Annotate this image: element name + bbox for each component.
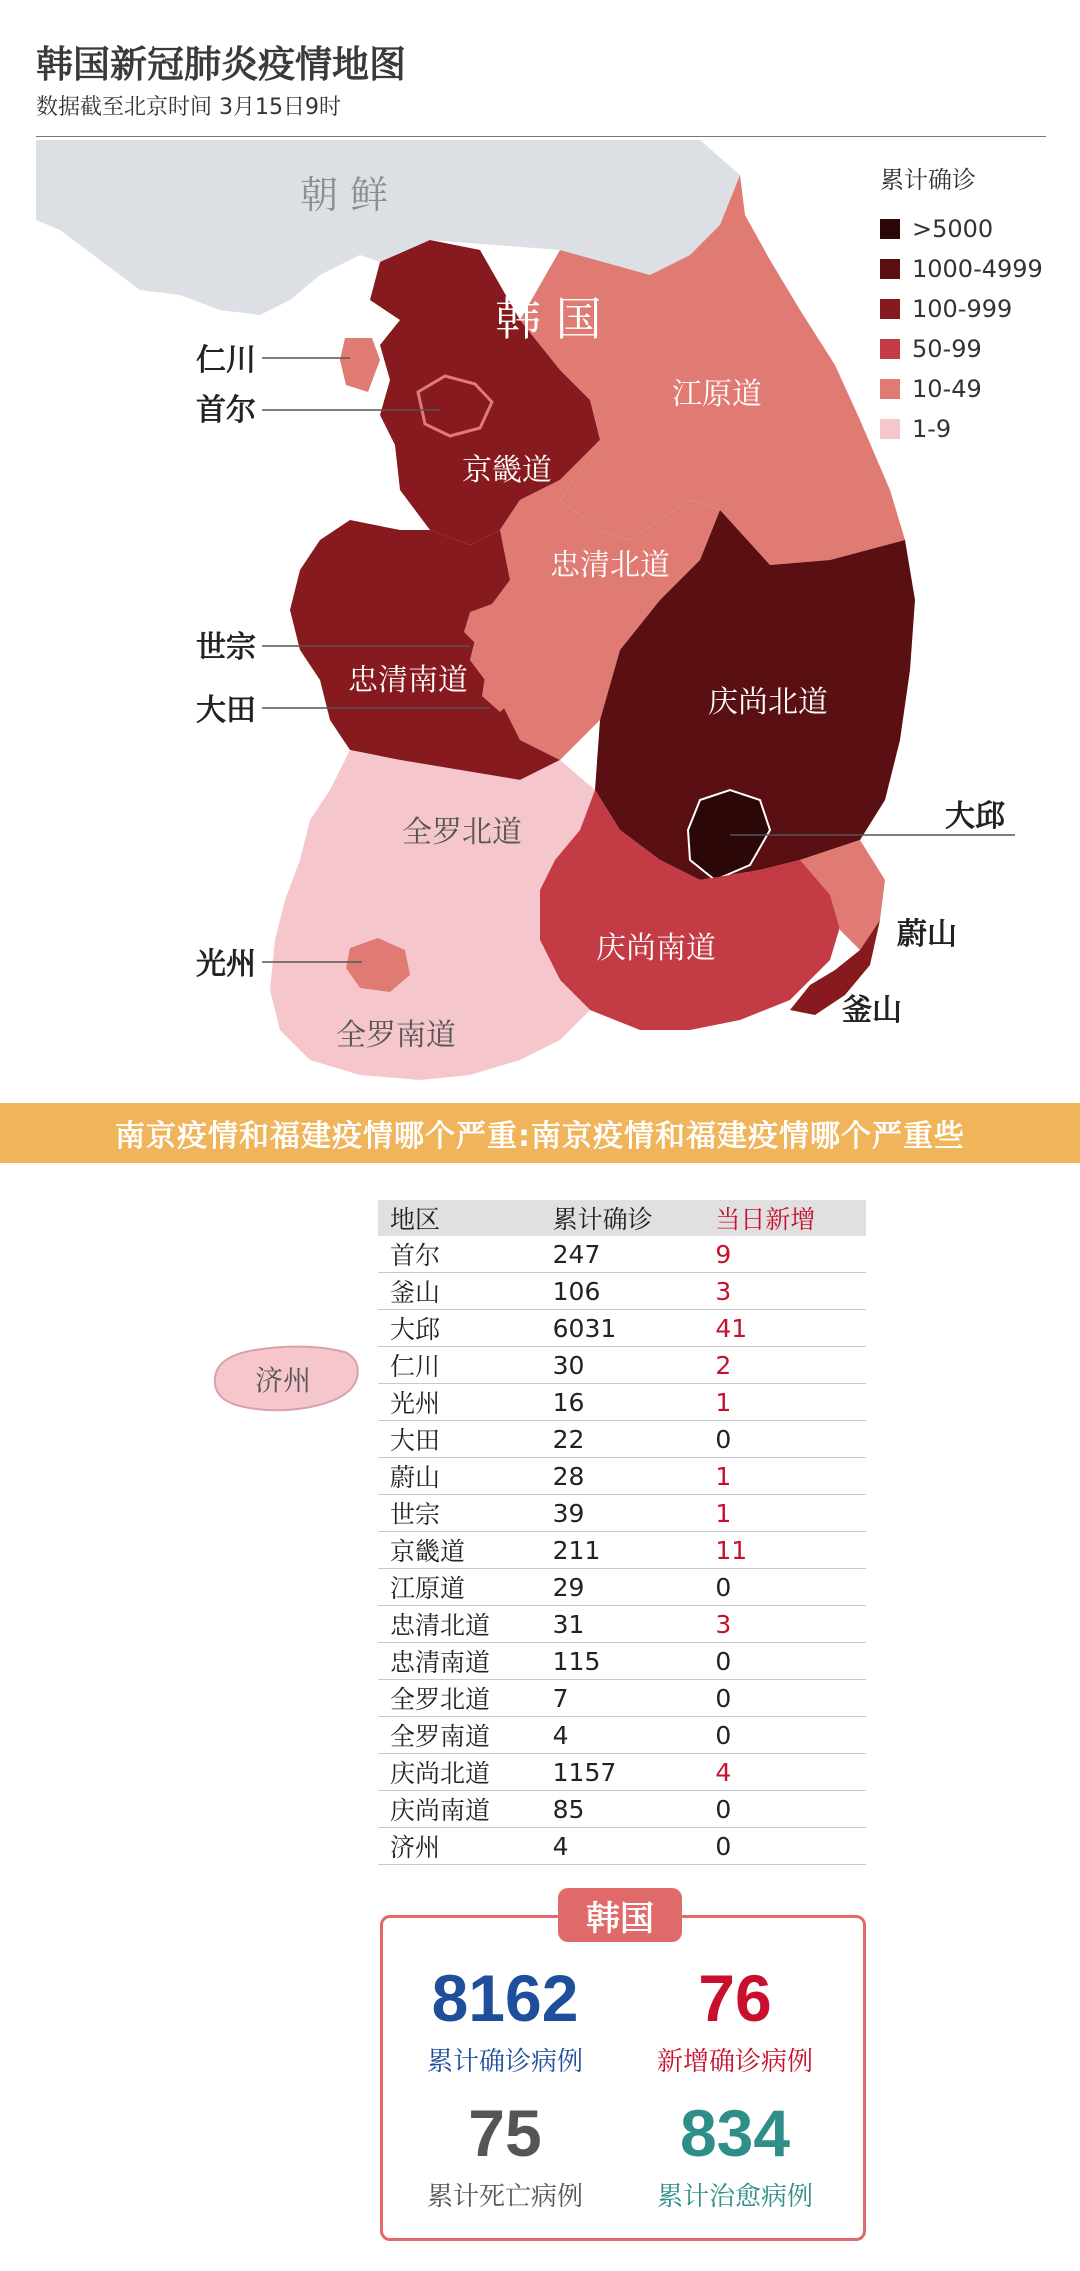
legend-swatch [880, 299, 900, 319]
region-cell: 忠清南道 [378, 1643, 541, 1680]
new-cell: 1 [703, 1495, 866, 1532]
col-region-header: 地区 [378, 1200, 541, 1236]
region-cell: 世宗 [378, 1495, 541, 1532]
region-cell: 济州 [378, 1828, 541, 1865]
new-label: 新增确诊病例 [656, 2047, 813, 2077]
busan-label: 釜山 [842, 993, 902, 1028]
gyeongbuk-label: 庆尚北道 [708, 685, 828, 720]
table-row [378, 1310, 866, 1347]
total-cell: 22 [541, 1421, 704, 1458]
new-cell: 0 [703, 1421, 866, 1458]
total-cell: 106 [541, 1273, 704, 1310]
map-legend [880, 160, 1043, 449]
new-cell: 0 [703, 1717, 866, 1754]
legend-item [880, 209, 1043, 249]
table-row [378, 1717, 866, 1754]
recovered-value: 834 [679, 2096, 791, 2170]
gyeonggi-label: 京畿道 [462, 453, 552, 488]
new-cell: 11 [703, 1532, 866, 1569]
confirmed-label: 累计确诊病例 [426, 2047, 583, 2077]
new-cell: 3 [703, 1273, 866, 1310]
table-row [378, 1828, 866, 1865]
region-cell: 庆尚北道 [378, 1754, 541, 1791]
region-cell: 光州 [378, 1384, 541, 1421]
new-cell: 1 [703, 1384, 866, 1421]
legend-label: 1000-4999 [912, 255, 1043, 283]
legend-item [880, 249, 1043, 289]
total-cell: 4 [541, 1828, 704, 1865]
legend-swatch [880, 379, 900, 399]
table-header-row [378, 1200, 866, 1236]
jeju-map [205, 1338, 365, 1418]
daejeon-label: 大田 [196, 693, 256, 728]
table-row [378, 1458, 866, 1495]
incheon-region[interactable] [340, 338, 380, 392]
deaths-label: 累计死亡病例 [426, 2182, 583, 2212]
total-cell: 4 [541, 1717, 704, 1754]
legend-label: >5000 [912, 215, 994, 243]
sejong-label: 世宗 [196, 630, 256, 665]
legend-label: 100-999 [912, 295, 1013, 323]
region-cell: 忠清北道 [378, 1606, 541, 1643]
new-cell: 1 [703, 1458, 866, 1495]
table-row [378, 1273, 866, 1310]
legend-swatch [880, 219, 900, 239]
recovered-stat [615, 2096, 855, 2213]
total-cell: 115 [541, 1643, 704, 1680]
legend-title: 累计确诊 [880, 166, 976, 194]
total-cell: 30 [541, 1347, 704, 1384]
total-cell: 39 [541, 1495, 704, 1532]
col-total-header: 累计确诊 [541, 1200, 704, 1236]
chungnam-label: 忠清南道 [348, 663, 468, 698]
new-cell: 4 [703, 1754, 866, 1791]
gyeongnam-label: 庆尚南道 [596, 931, 716, 966]
total-cell: 28 [541, 1458, 704, 1495]
total-cell: 31 [541, 1606, 704, 1643]
new-stat [615, 1961, 855, 2078]
region-cell: 江原道 [378, 1569, 541, 1606]
table-row [378, 1236, 866, 1273]
confirmed-stat [385, 1961, 625, 2078]
new-cell: 0 [703, 1643, 866, 1680]
table-row [378, 1495, 866, 1532]
summary-tag: 韩国 [558, 1888, 682, 1942]
legend-label: 10-49 [912, 375, 982, 403]
north-korea-label: 朝 鲜 [300, 173, 389, 217]
country-label: 韩 国 [495, 292, 602, 346]
total-cell: 211 [541, 1532, 704, 1569]
recovered-label: 累计治愈病例 [656, 2182, 813, 2212]
new-cell: 0 [703, 1791, 866, 1828]
legend-swatch [880, 419, 900, 439]
gwangju-label: 光州 [196, 947, 256, 982]
region-cell: 京畿道 [378, 1532, 541, 1569]
total-cell: 85 [541, 1791, 704, 1828]
total-cell: 7 [541, 1680, 704, 1717]
table-row [378, 1791, 866, 1828]
jeonnam-label: 全罗南道 [336, 1018, 456, 1053]
daegu-label: 大邱 [945, 799, 1005, 834]
new-cell: 3 [703, 1606, 866, 1643]
region-cell: 蔚山 [378, 1458, 541, 1495]
new-cell: 0 [703, 1828, 866, 1865]
legend-swatch [880, 259, 900, 279]
new-cell: 0 [703, 1569, 866, 1606]
seoul-label: 首尔 [196, 393, 256, 428]
deaths-value: 75 [468, 2096, 542, 2170]
region-cell: 全罗北道 [378, 1680, 541, 1717]
cases-table [378, 1200, 866, 1865]
col-new-header: 当日新增 [703, 1200, 866, 1236]
gangwon-label: 江原道 [672, 377, 762, 412]
new-cell: 41 [703, 1310, 866, 1347]
legend-label: 50-99 [912, 335, 982, 363]
legend-label: 1-9 [912, 415, 952, 443]
banner-text: 南京疫情和福建疫情哪个严重:南京疫情和福建疫情哪个严重些 [115, 1119, 965, 1154]
table-row [378, 1754, 866, 1791]
total-cell: 247 [541, 1236, 704, 1273]
new-value: 76 [698, 1961, 772, 2035]
confirmed-value: 8162 [431, 1961, 579, 2035]
table-row [378, 1532, 866, 1569]
deaths-stat [385, 2096, 625, 2213]
region-cell: 釜山 [378, 1273, 541, 1310]
region-cell: 仁川 [378, 1347, 541, 1384]
incheon-label: 仁川 [196, 343, 256, 378]
legend-swatch [880, 339, 900, 359]
ulsan-label: 蔚山 [897, 917, 957, 952]
page-subtitle: 数据截至北京时间 3月15日9时 [36, 95, 341, 120]
legend-item [880, 289, 1043, 329]
new-cell: 0 [703, 1680, 866, 1717]
table-row [378, 1606, 866, 1643]
table-row [378, 1384, 866, 1421]
total-cell: 16 [541, 1384, 704, 1421]
new-cell: 2 [703, 1347, 866, 1384]
table-row [378, 1569, 866, 1606]
region-cell: 首尔 [378, 1236, 541, 1273]
table-row [378, 1643, 866, 1680]
legend-item [880, 329, 1043, 369]
region-cell: 大邱 [378, 1310, 541, 1347]
new-cell: 9 [703, 1236, 866, 1273]
legend-item [880, 409, 1043, 449]
table-row [378, 1680, 866, 1717]
total-cell: 1157 [541, 1754, 704, 1791]
legend-item [880, 369, 1043, 409]
table-body [378, 1236, 866, 1865]
total-cell: 6031 [541, 1310, 704, 1347]
region-cell: 全罗南道 [378, 1717, 541, 1754]
chungbuk-label: 忠清北道 [550, 548, 670, 583]
jeju-label: 济州 [255, 1364, 312, 1397]
total-cell: 29 [541, 1569, 704, 1606]
region-cell: 大田 [378, 1421, 541, 1458]
headline-banner [0, 1103, 1080, 1163]
jeonbuk-label: 全罗北道 [402, 815, 522, 850]
page-title: 韩国新冠肺炎疫情地图 [36, 43, 406, 86]
table-row [378, 1347, 866, 1384]
table-row [378, 1421, 866, 1458]
region-cell: 庆尚南道 [378, 1791, 541, 1828]
